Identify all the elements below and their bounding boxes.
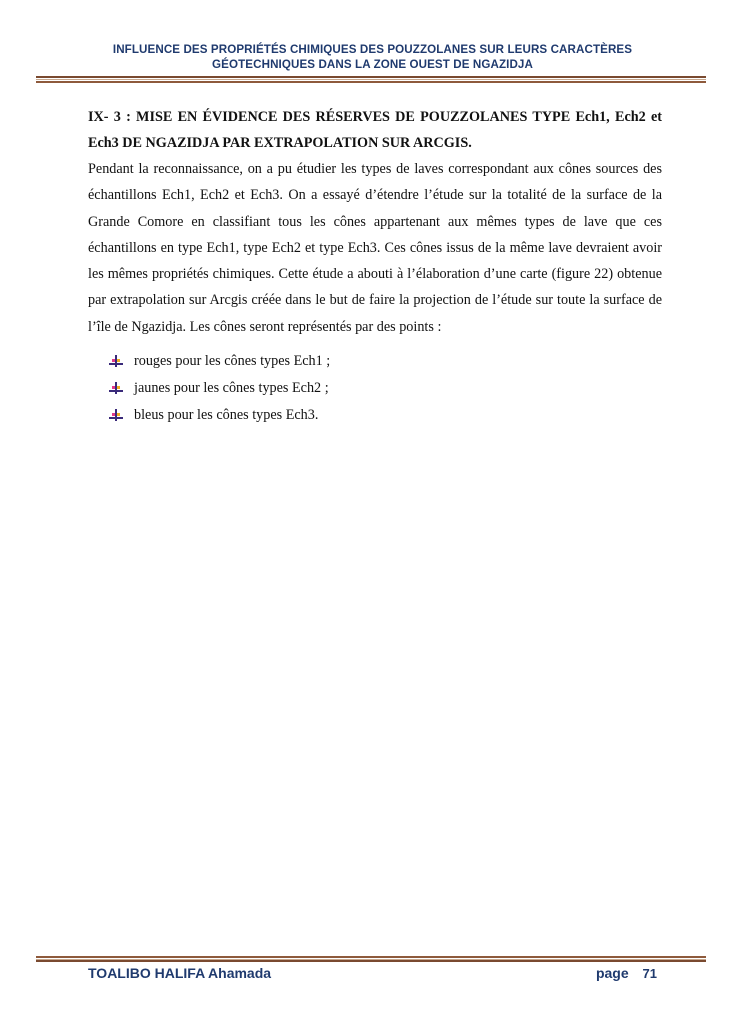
bullet-text: bleus pour les cônes types Ech3. xyxy=(134,407,319,424)
plus-arrow-bullet-icon xyxy=(109,381,123,395)
footer-author: TOALIBO HALIFA Ahamada xyxy=(88,965,272,981)
running-header-line-1: INFLUENCE DES PROPRIÉTÉS CHIMIQUES DES POUZZOLANES SUR LEURS CARACTÈRES xyxy=(112,43,633,56)
page-number: 71 xyxy=(642,966,657,981)
list-item xyxy=(88,348,662,375)
plus-arrow-bullet-icon xyxy=(109,408,123,422)
running-header xyxy=(60,42,685,72)
footer-divider xyxy=(36,955,706,962)
body-paragraph: Pendant la reconnaissance, on a pu étudier les types de laves correspondant aux cônes sources des échantillons Ech1, Ech2 et Ech3. On a essayé d’étendre l’étude sur la totalité de la surface de la Grande Comore en classifiant tous les cônes appartenant aux mêmes types de lave que ces échantillons en type Ech1, type Ech2 et type Ech3. Ces cônes issus de la même lave devraient avoir les mêmes propriétés chimiques. Cette étude a abouti à l’élaboration d’une carte (figure 22) obtenue par extrapolation sur Arcgis créée dans le but de faire la projection de l’étude sur toute la surface de l’île de Ngazidja. Les cônes seront représentés par des points : xyxy=(88,161,662,335)
section-heading: IX- 3 : MISE EN ÉVIDENCE DES RÉSERVES DE POUZZOLANES TYPE Ech1, Ech2 et Ech3 DE NGAZIDJA PAR EXTRAPOLATION SUR ARCGIS. xyxy=(88,109,662,151)
header-divider xyxy=(36,76,706,83)
page-label: page xyxy=(595,965,629,981)
plus-arrow-bullet-icon xyxy=(109,354,123,368)
list-item xyxy=(88,402,662,429)
footer-page-number xyxy=(596,965,657,981)
bullet-text: rouges pour les cônes types Ech1 ; xyxy=(134,353,331,370)
bullet-text: jaunes pour les cônes types Ech2 ; xyxy=(134,380,329,397)
page-body xyxy=(88,104,662,429)
bullet-list xyxy=(88,348,662,429)
list-item xyxy=(88,375,662,402)
running-header-line-2: GÉOTECHNIQUES DANS LA ZONE OUEST DE NGAZIDJA xyxy=(212,58,533,71)
